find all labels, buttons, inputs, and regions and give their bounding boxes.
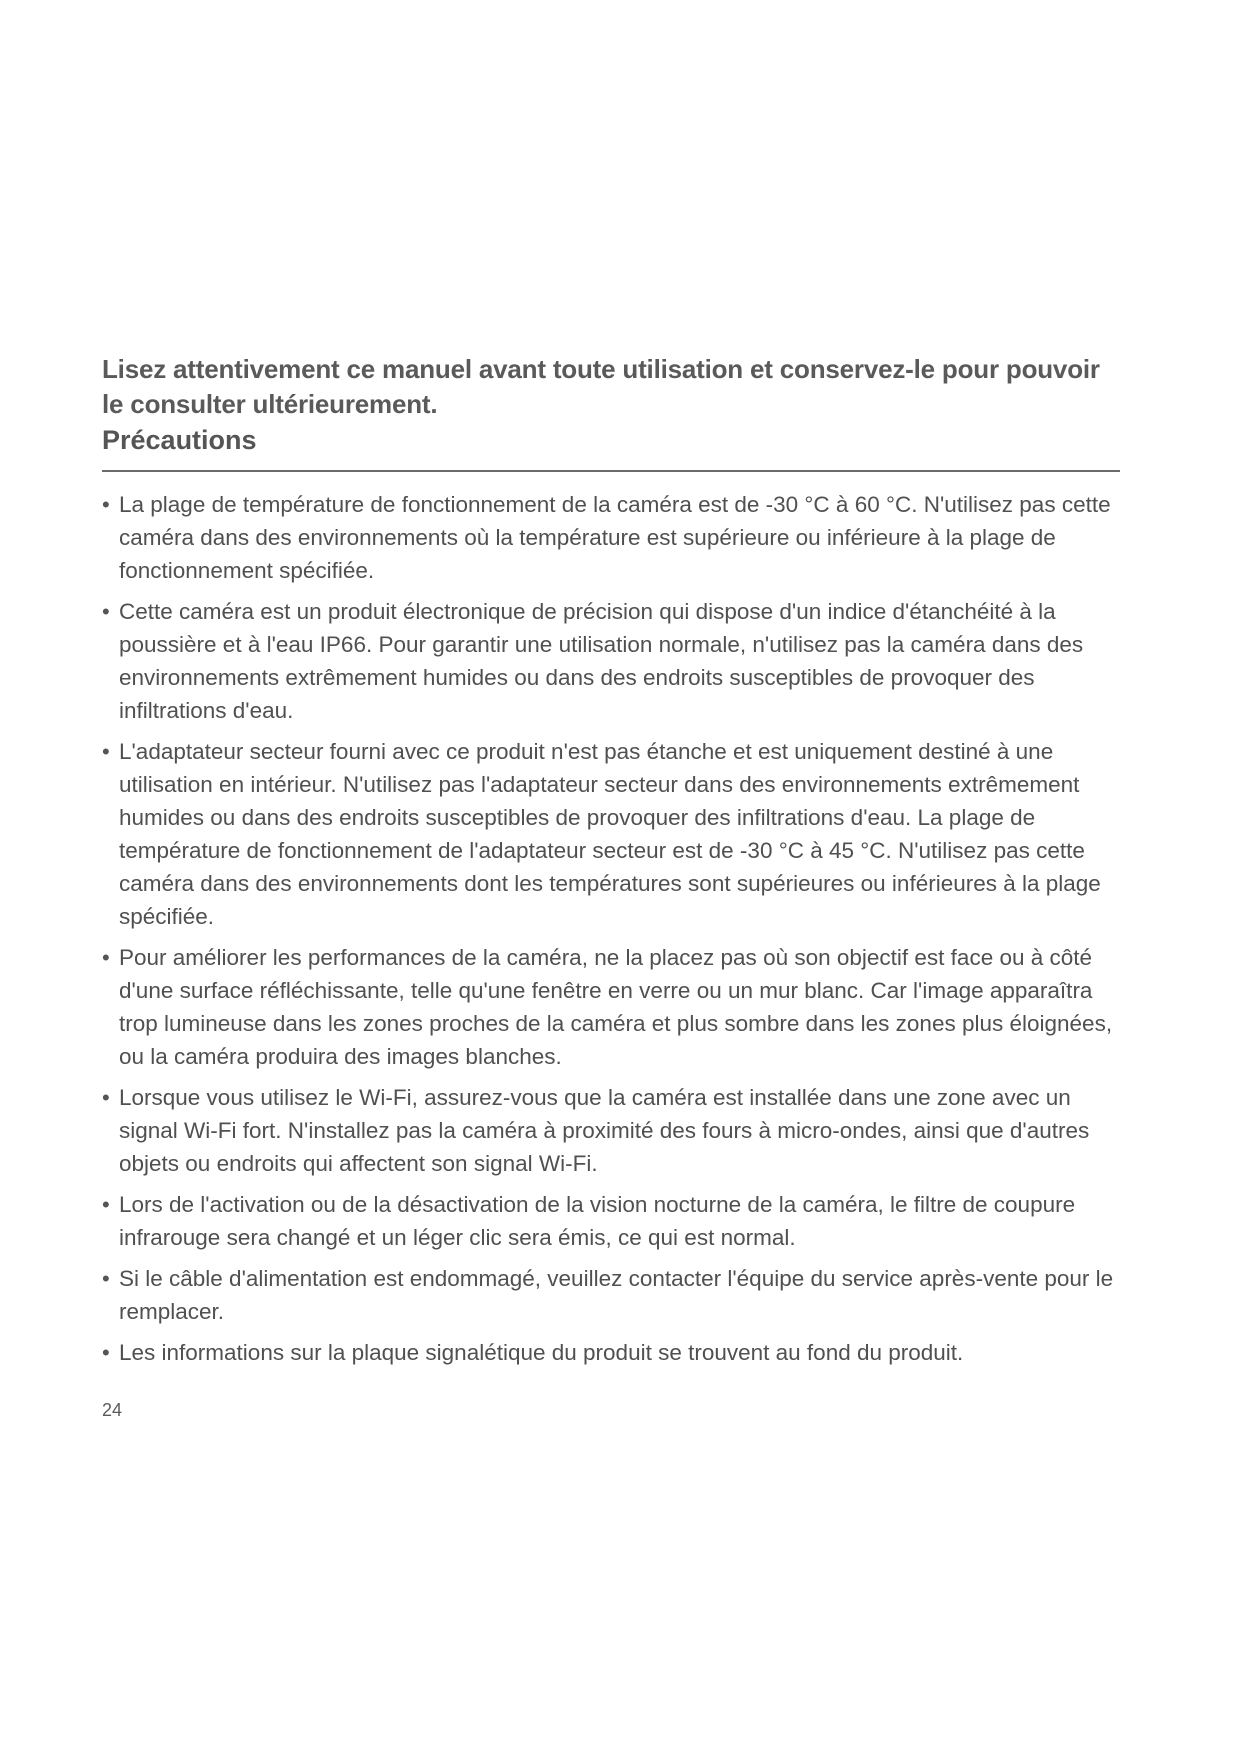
list-item (102, 941, 1122, 1073)
page-number: 24 (102, 1400, 123, 1420)
document-body (102, 352, 1122, 1377)
list-item (102, 1336, 1122, 1369)
bullet-icon: • (102, 599, 110, 624)
list-item (102, 1188, 1122, 1254)
list-item-text: Les informations sur la plaque signalétique du produit se trouvent au fond du produit. (119, 1340, 964, 1365)
list-item (102, 735, 1122, 933)
list-item-text: L'adaptateur secteur fourni avec ce produit n'est pas étanche et est uniquement destiné à une utilisation en intérieur. N'utilisez pas l'adaptateur secteur dans des environnements extrêmement humides ou dans des endroits susceptibles de provoquer des infiltrations d'eau. La plage de température de fonctionnement de l'adaptateur secteur est de -30 °C à 45 °C. N'utilisez pas cette caméra dans des environnements dont les températures sont supérieures ou inférieures à la plage spécifiée. (119, 739, 1101, 929)
page-title: Précautions (102, 425, 257, 455)
list-item-text: Cette caméra est un produit électronique de précision qui dispose d'un indice d'étanchéité à la poussière et à l'eau IP66. Pour garantir une utilisation normale, n'utilisez pas la caméra dans des environnements extrêmement humides ou dans des endroits susceptibles de provoquer des infiltrations d'eau. (119, 599, 1084, 723)
bullet-icon: • (102, 1085, 110, 1110)
bullet-icon: • (102, 1192, 110, 1217)
bullet-icon: • (102, 1340, 110, 1365)
list-item-text: La plage de température de fonctionnement de la caméra est de -30 °C à 60 °C. N'utilisez pas cette caméra dans des environnements où la température est supérieure ou inférieure à la plage de fonctionnement spécifiée. (119, 492, 1111, 583)
list-item (102, 488, 1122, 587)
list-item-text: Pour améliorer les performances de la caméra, ne la placez pas où son objectif est face ou à côté d'une surface réfléchissante, telle qu'une fenêtre en verre ou un mur blanc. Car l'image apparaîtra trop lumineuse dans les zones proches de la caméra et plus sombre dans les zones plus éloignées, ou la caméra produira des images blanches. (119, 945, 1113, 1069)
list-item (102, 1262, 1122, 1328)
bullet-icon: • (102, 945, 110, 970)
list-item (102, 595, 1122, 727)
section-divider (102, 470, 1120, 472)
bullet-icon: • (102, 1266, 110, 1291)
bullet-icon: • (102, 492, 110, 517)
precautions-list (102, 488, 1122, 1369)
bullet-icon: • (102, 739, 110, 764)
list-item-text: Si le câble d'alimentation est endommagé, veuillez contacter l'équipe du service après-vente pour le remplacer. (119, 1266, 1114, 1324)
list-item (102, 1081, 1122, 1180)
list-item-text: Lorsque vous utilisez le Wi-Fi, assurez-vous que la caméra est installée dans une zone avec un signal Wi-Fi fort. N'installez pas la caméra à proximité des fours à micro-ondes, ainsi que d'autres objets ou endroits qui affectent son signal Wi-Fi. (119, 1085, 1090, 1176)
list-item-text: Lors de l'activation ou de la désactivation de la vision nocturne de la caméra, le filtre de coupure infrarouge sera changé et un léger clic sera émis, ce qui est normal. (119, 1192, 1076, 1250)
intro-heading: Lisez attentivement ce manuel avant toute utilisation et conservez-le pour pouvoir le consulter ultérieurement. (102, 354, 1100, 419)
